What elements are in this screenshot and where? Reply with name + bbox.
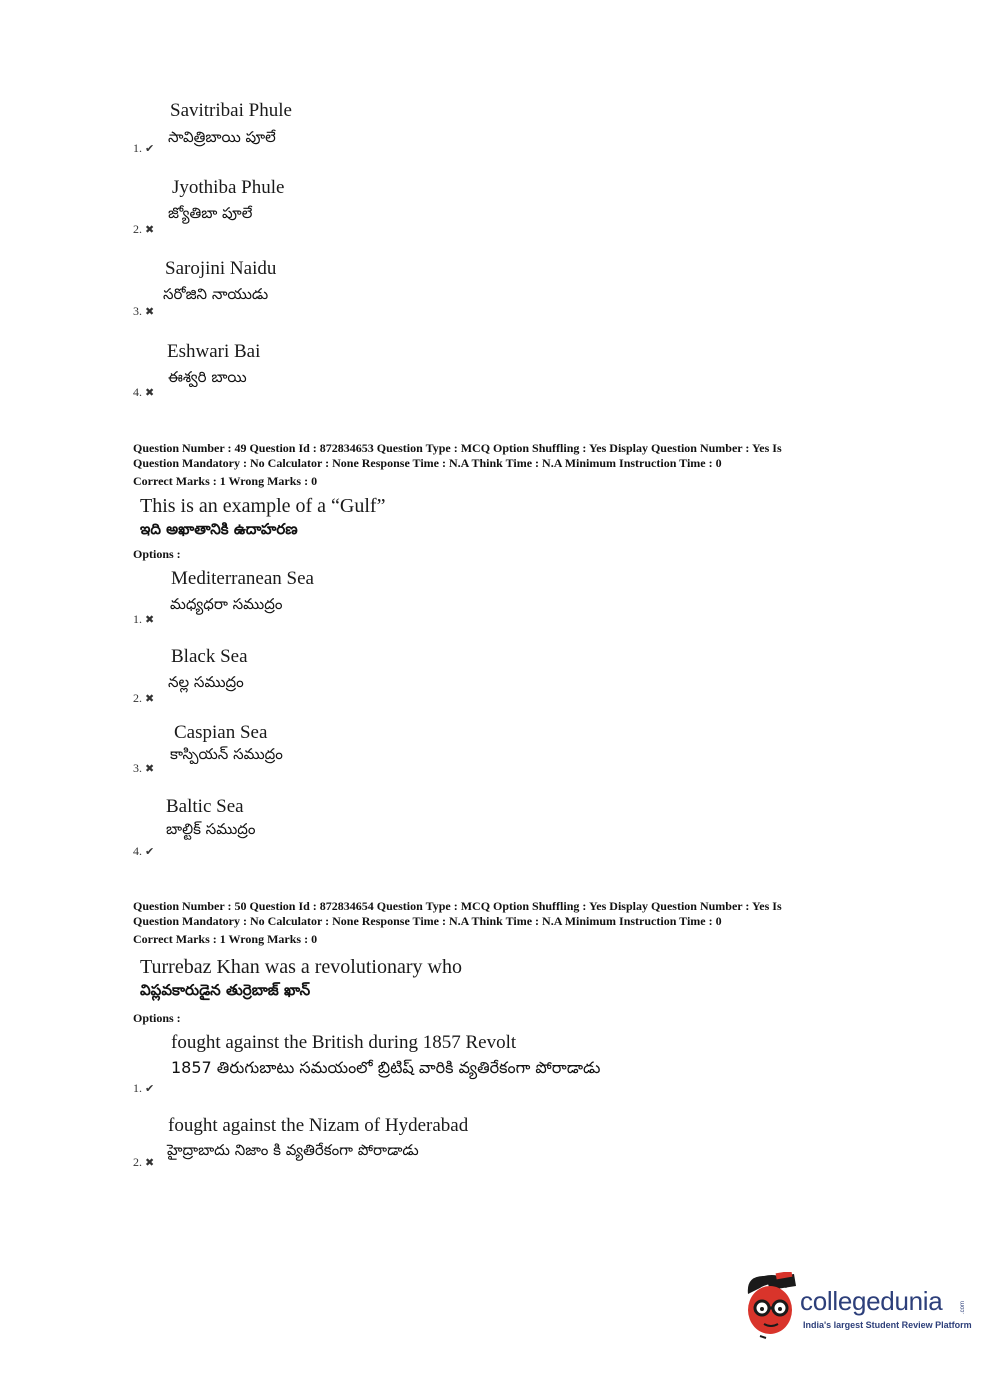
- q49-option-4-number-row: [133, 842, 154, 860]
- q50-option-1-en: fought against the British during 1857 Revolt: [171, 1032, 517, 1053]
- cross-icon: ✖: [145, 693, 155, 705]
- check-icon: ✔: [145, 143, 155, 155]
- option-number: 4.: [133, 844, 142, 858]
- mascot-face-icon: [742, 1272, 802, 1342]
- cross-icon: ✖: [145, 763, 155, 775]
- cross-icon: ✖: [145, 387, 155, 399]
- q48-option-2-te: జ్యోతిబా పూలే: [168, 204, 253, 222]
- check-icon: ✔: [145, 846, 155, 858]
- q50-option-2-te: హైద్రాబాదు నిజాం కి వ్యతిరేకంగా పోరాడాడు: [167, 1141, 419, 1159]
- option-number: 1.: [133, 1081, 142, 1095]
- logo-tagline: India's largest Student Review Platform: [803, 1320, 972, 1330]
- q50-question-te: విప్లవకారుడైన తుర్రెబాజ్ ఖాన్: [140, 981, 311, 999]
- q48-option-1-te: సావిత్రిబాయి పూలే: [168, 128, 276, 146]
- q49-option-3-te: కాస్పియన్ సముద్రం: [170, 745, 283, 763]
- q48-option-2-number-row: [133, 220, 154, 238]
- option-number: 2.: [133, 222, 142, 236]
- q48-option-2-en: Jyothiba Phule: [172, 177, 285, 198]
- option-number: 1.: [133, 141, 142, 155]
- cross-icon: ✖: [145, 224, 155, 236]
- q48-option-3-te: సరోజిని నాయుడు: [163, 285, 269, 303]
- q48-option-4-number-row: [133, 383, 154, 401]
- option-number: 3.: [133, 304, 142, 318]
- q50-meta-line-1: Question Number : 50 Question Id : 872834654 Question Type : MCQ Option Shuffling : Yes Display Question Number : Yes Is: [133, 899, 782, 913]
- collegedunia-logo[interactable]: [742, 1272, 972, 1342]
- q50-meta-line-2: Question Mandatory : No Calculator : None Response Time : N.A Think Time : N.A Minimum Instruction Time : 0: [133, 914, 722, 928]
- q49-option-4-en: Baltic Sea: [166, 796, 244, 817]
- option-number: 3.: [133, 761, 142, 775]
- logo-brand-text: collegedunia: [800, 1286, 943, 1316]
- q50-options-label: Options :: [133, 1011, 181, 1025]
- q50-question-en: Turrebaz Khan was a revolutionary who: [140, 956, 462, 978]
- logo-com-text: .com: [960, 1300, 966, 1314]
- q49-marks: Correct Marks : 1 Wrong Marks : 0: [133, 474, 318, 488]
- q49-option-3-number-row: [133, 759, 154, 777]
- q49-question-en: This is an example of a “Gulf”: [140, 495, 386, 517]
- q50-option-2-number-row: [133, 1153, 154, 1171]
- q50-option-1-te: 1857 తిరుగుబాటు సమయంలో బ్రిటిష్ వారికి వ్యతిరేకంగా పోరాడాడు: [171, 1058, 601, 1077]
- q49-option-2-en: Black Sea: [171, 646, 248, 667]
- q49-option-1-en: Mediterranean Sea: [171, 568, 314, 589]
- q49-option-4-te: బాల్టిక్ సముద్రం: [166, 820, 256, 838]
- q48-option-3-number-row: [133, 302, 154, 320]
- q48-option-4-te: ఈశ్వరి బాయి: [168, 368, 247, 386]
- q49-meta-line-2: Question Mandatory : No Calculator : None Response Time : N.A Think Time : N.A Minimum Instruction Time : 0: [133, 456, 722, 470]
- option-number: 1.: [133, 612, 142, 626]
- q48-option-1-en: Savitribai Phule: [170, 100, 292, 121]
- check-icon: ✔: [145, 1083, 155, 1095]
- q48-option-4-en: Eshwari Bai: [167, 341, 261, 362]
- q50-option-1-number-row: [133, 1079, 154, 1097]
- q49-meta-line-1: Question Number : 49 Question Id : 872834653 Question Type : MCQ Option Shuffling : Yes Display Question Number : Yes Is: [133, 441, 782, 455]
- option-number: 2.: [133, 691, 142, 705]
- q48-option-3-en: Sarojini Naidu: [165, 258, 277, 279]
- option-number: 2.: [133, 1155, 142, 1169]
- q50-option-2-en: fought against the Nizam of Hyderabad: [168, 1115, 469, 1136]
- q50-marks: Correct Marks : 1 Wrong Marks : 0: [133, 932, 318, 946]
- cross-icon: ✖: [145, 306, 155, 318]
- q49-options-label: Options :: [133, 547, 181, 561]
- q49-option-1-te: మధ్యధరా సముద్రం: [170, 595, 283, 613]
- option-number: 4.: [133, 385, 142, 399]
- q49-option-2-te: నల్ల సముద్రం: [168, 673, 244, 691]
- q49-option-1-number-row: [133, 610, 154, 628]
- q49-option-3-en: Caspian Sea: [174, 722, 268, 743]
- q48-option-1-number-row: [133, 139, 154, 157]
- q49-question-te: ఇది అఖాతానికి ఉదాహరణ: [140, 520, 298, 538]
- q49-option-2-number-row: [133, 689, 154, 707]
- cross-icon: ✖: [145, 1157, 155, 1169]
- cross-icon: ✖: [145, 614, 155, 626]
